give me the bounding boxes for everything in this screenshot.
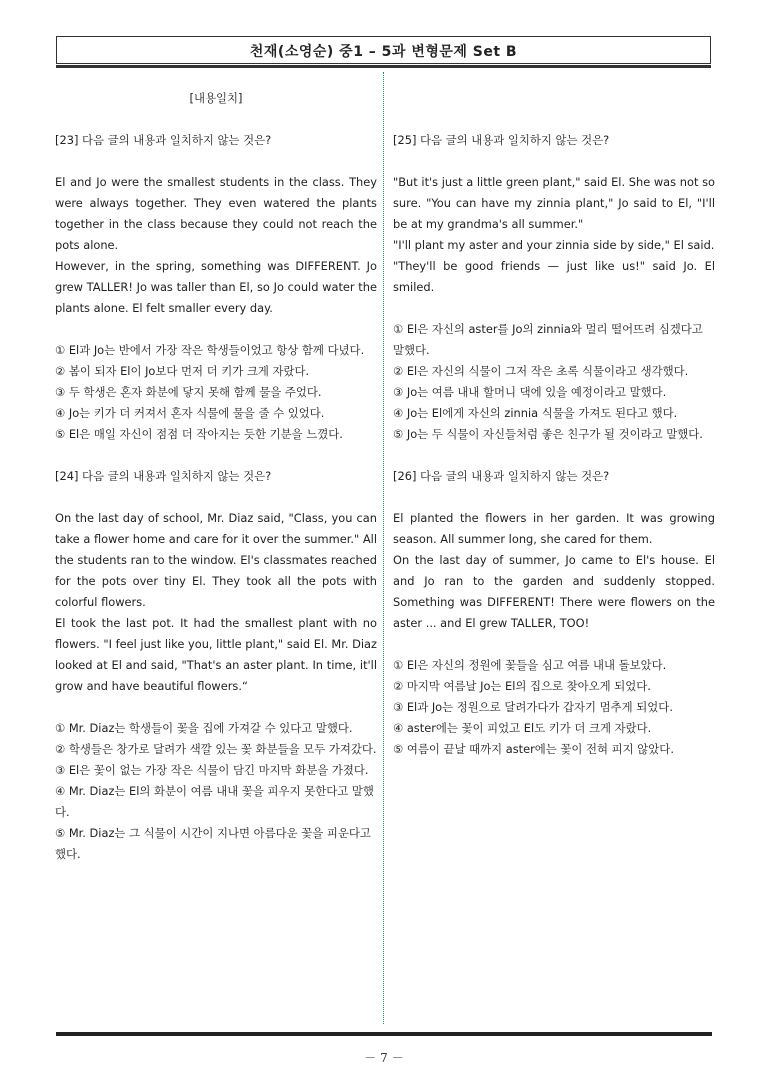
question-23-option-5: ⑤ El은 매일 자신이 점점 더 작아지는 듯한 기분을 느꼈다.	[55, 427, 343, 441]
question-23-passage-1: El and Jo were the smallest students in the class. They were always together. They even watered the plants together in the class because they could not reach the pots alone.	[55, 175, 377, 252]
question-25-title: [25] 다음 글의 내용과 일치하지 않는 것은?	[393, 133, 610, 147]
page-number: － 7 －	[364, 1051, 404, 1065]
question-25-passage-3: "They'll be good friends — just like us!" said Jo. El smiled.	[393, 259, 715, 294]
question-24-option-5: ⑤ Mr. Diaz는 그 식물이 시간이 지나면 아름다운 꽃을 피운다고 했다.	[55, 826, 371, 861]
right-column	[393, 82, 715, 760]
column-divider	[383, 72, 384, 1024]
question-25-option-1: ① El은 자신의 aster를 Jo의 zinnia와 멀리 떨어뜨려 심겠다고 말했다.	[393, 322, 703, 357]
question-24-option-1: ① Mr. Diaz는 학생들이 꽃을 집에 가져갈 수 있다고 말했다.	[55, 721, 353, 735]
question-25-passage-1: "But it's just a little green plant," said El. She was not so sure. "You can have my zinnia plant," Jo said to El, "I'll be at my grandma's all summer."	[393, 175, 715, 231]
footer-rule	[56, 1032, 712, 1036]
question-23-option-3: ③ 두 학생은 혼자 화분에 닿지 못해 함께 물을 주었다.	[55, 385, 322, 399]
header-box	[56, 36, 711, 64]
question-23-option-4: ④ Jo는 키가 더 커져서 혼자 식물에 물을 줄 수 있었다.	[55, 406, 325, 420]
question-26-passage-2: On the last day of summer, Jo came to El's house. El and Jo ran to the garden and suddenly stopped. Something was DIFFERENT! There were flowers on the aster ... and El grew TALLER, TOO!	[393, 553, 715, 630]
question-25-option-3: ③ Jo는 여름 내내 할머니 댁에 있을 예정이라고 말했다.	[393, 385, 667, 399]
question-23-option-2: ② 봄이 되자 El이 Jo보다 먼저 더 키가 크게 자랐다.	[55, 364, 310, 378]
question-23-passage-2: However, in the spring, something was DIFFERENT. Jo grew TALLER! Jo was taller than El, so Jo could water the plants alone. El felt smaller every day.	[55, 259, 377, 315]
question-26-option-1: ① El은 자신의 정원에 꽃들을 심고 여름 내내 돌보았다.	[393, 658, 667, 672]
question-24-option-4: ④ Mr. Diaz는 El의 화분이 여름 내내 꽃을 피우지 못한다고 말했다.	[55, 784, 374, 819]
question-26-option-5: ⑤ 여름이 끝날 때까지 aster에는 꽃이 전혀 피지 않았다.	[393, 742, 674, 756]
question-26-option-3: ③ El과 Jo는 정원으로 달려가다가 갑자기 멈추게 되었다.	[393, 700, 673, 714]
section-label: [내용일치]	[189, 91, 243, 105]
question-26-title: [26] 다음 글의 내용과 일치하지 않는 것은?	[393, 469, 610, 483]
question-24-passage-2: El took the last pot. It had the smallest plant with no flowers. "I feel just like you, little plant," said El. Mr. Diaz looked at El and said, "That's an aster plant. In time, it'll grow and have beautiful flowers.“	[55, 616, 377, 693]
page-title: 천재(소영순) 중1 – 5과 변형문제 Set B	[249, 44, 518, 60]
question-25-option-4: ④ Jo는 El에게 자신의 zinnia 식물을 가져도 된다고 했다.	[393, 406, 678, 420]
question-24-option-2: ② 학생들은 창가로 달려가 색깔 있는 꽃 화분들을 모두 가져갔다.	[55, 742, 377, 756]
question-26-option-2: ② 마지막 여름날 Jo는 El의 집으로 찾아오게 되었다.	[393, 679, 651, 693]
question-24-passage-1: On the last day of school, Mr. Diaz said, "Class, you can take a flower home and care for it over the summer." All the students ran to the window. El's classmates reached for the pots over tiny El. They took all the pots with colorful flowers.	[55, 511, 377, 609]
question-25-passage-2: "I'll plant my aster and your zinnia side by side," El said.	[393, 238, 715, 252]
question-23-option-1: ① El과 Jo는 반에서 가장 작은 학생들이었고 항상 함께 다녔다.	[55, 343, 365, 357]
question-24-option-3: ③ El은 꽃이 없는 가장 작은 식물이 담긴 마지막 화분을 가졌다.	[55, 763, 369, 777]
question-26-option-4: ④ aster에는 꽃이 피었고 El도 키가 더 크게 자랐다.	[393, 721, 652, 735]
question-25-option-2: ② El은 자신의 식물이 그저 작은 초록 식물이라고 생각했다.	[393, 364, 689, 378]
left-column	[55, 82, 377, 865]
question-26-passage-1: El planted the flowers in her garden. It was growing season. All summer long, she cared for them.	[393, 511, 715, 546]
question-25-option-5: ⑤ Jo는 두 식물이 자신들처럼 좋은 친구가 될 것이라고 말했다.	[393, 427, 703, 441]
question-23-title: [23] 다음 글의 내용과 일치하지 않는 것은?	[55, 133, 272, 147]
question-24-title: [24] 다음 글의 내용과 일치하지 않는 것은?	[55, 469, 272, 483]
